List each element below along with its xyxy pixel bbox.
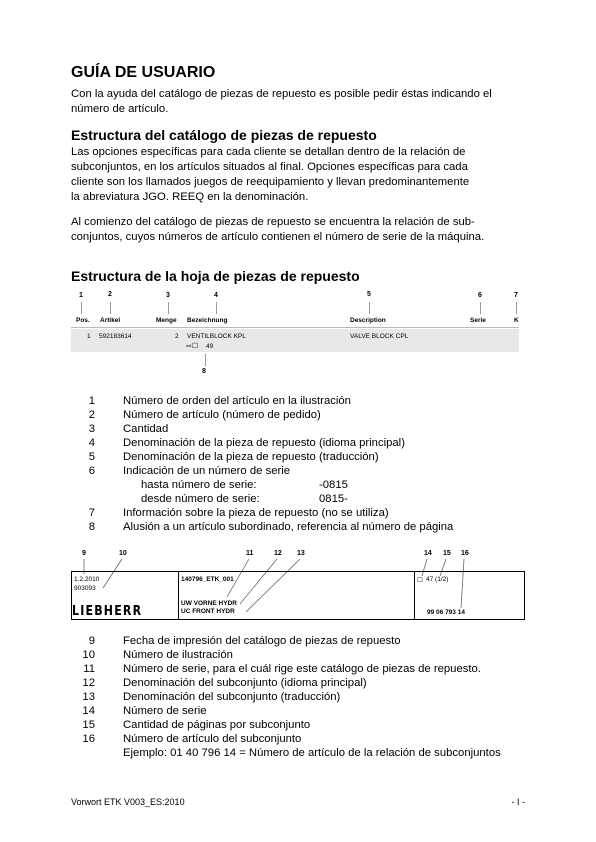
- subassembly-reference-icon: ⇨☐: [186, 343, 199, 350]
- page-count: 47 (1/2): [426, 576, 449, 583]
- row-bezeichnung: VENTILBLOCK KPL: [187, 333, 246, 340]
- liebherr-logo: LIEBHERR: [72, 603, 143, 619]
- footer-page-number: - I -: [511, 797, 525, 807]
- callout-13: 13: [297, 550, 305, 557]
- callout-14: 14: [424, 550, 432, 557]
- col-header-menge: Menge: [156, 317, 177, 324]
- callout-4: 4: [214, 292, 218, 299]
- col-header-artikel: Artikel: [100, 317, 121, 324]
- page-title: GUÍA DE USUARIO: [71, 64, 216, 81]
- callout-9: 9: [82, 550, 86, 557]
- callout-6: 6: [478, 292, 482, 299]
- callout-7: 7: [514, 292, 518, 299]
- col-header-k: K: [514, 317, 519, 324]
- serial-box-icon: ☐: [417, 577, 423, 584]
- callout-5: 5: [367, 291, 371, 298]
- subassembly-name-translation: UC FRONT HYDR: [181, 608, 235, 615]
- callout-15: 15: [443, 550, 451, 557]
- section-heading-catalog-structure: Estructura del catálogo de piezas de repuesto: [71, 127, 377, 143]
- catalog-structure-paragraph: Las opciones específicas para cada cliente se detallan dentro de la relación de subconjuntos, en los artículos situados al final. Opciones específicas para cada cliente son los llamados juegos de reequipamiento y llevan predominantemente la abreviatura JGO. REEQ en la denominación.: [71, 146, 470, 203]
- illustration-number: 140796_ETK_001: [181, 576, 234, 583]
- row-menge: 2: [175, 333, 179, 340]
- row-pos: 1: [87, 333, 91, 340]
- callout-8: 8: [202, 368, 206, 375]
- callout-2: 2: [108, 291, 112, 298]
- callout-12: 12: [274, 550, 282, 557]
- frame-divider: [178, 571, 179, 619]
- footer-doc-id: Vorwort ETK V003_ES:2010: [71, 797, 185, 807]
- section-heading-sheet-structure: Estructura de la hoja de piezas de repuesto: [71, 268, 360, 284]
- row-artikel: 592183614: [99, 333, 132, 340]
- subassembly-article-number: 99 06 793 14: [427, 609, 465, 616]
- frame-divider: [414, 571, 415, 619]
- callout-3: 3: [166, 292, 170, 299]
- catalog-intro-paragraph: Al comienzo del catálogo de piezas de repuesto se encuentra la relación de sub- conjuntos, cuyos números de artículo contienen el número de serie de la máquina.: [71, 216, 485, 243]
- callout-16: 16: [461, 550, 469, 557]
- row-ref-page: 49: [206, 343, 214, 350]
- col-header-description: Description: [350, 317, 386, 324]
- col-header-pos: Pos.: [76, 317, 90, 324]
- callout-10: 10: [119, 550, 127, 557]
- col-header-serie: Serie: [470, 317, 486, 324]
- callout-1: 1: [79, 292, 83, 299]
- print-date: 1.2.2010: [74, 576, 100, 583]
- row-description: VALVE BLOCK CPL: [350, 333, 409, 340]
- intro-paragraph: Con la ayuda del catálogo de piezas de repuesto es posible pedir éstas indicando el número de artículo.: [71, 88, 492, 115]
- subassembly-name-main: UW VORNE HYDR: [181, 600, 237, 607]
- callout-11: 11: [246, 550, 254, 557]
- col-header-bezeichnung: Bezeichnung: [187, 317, 228, 324]
- print-code: 903093: [74, 585, 96, 592]
